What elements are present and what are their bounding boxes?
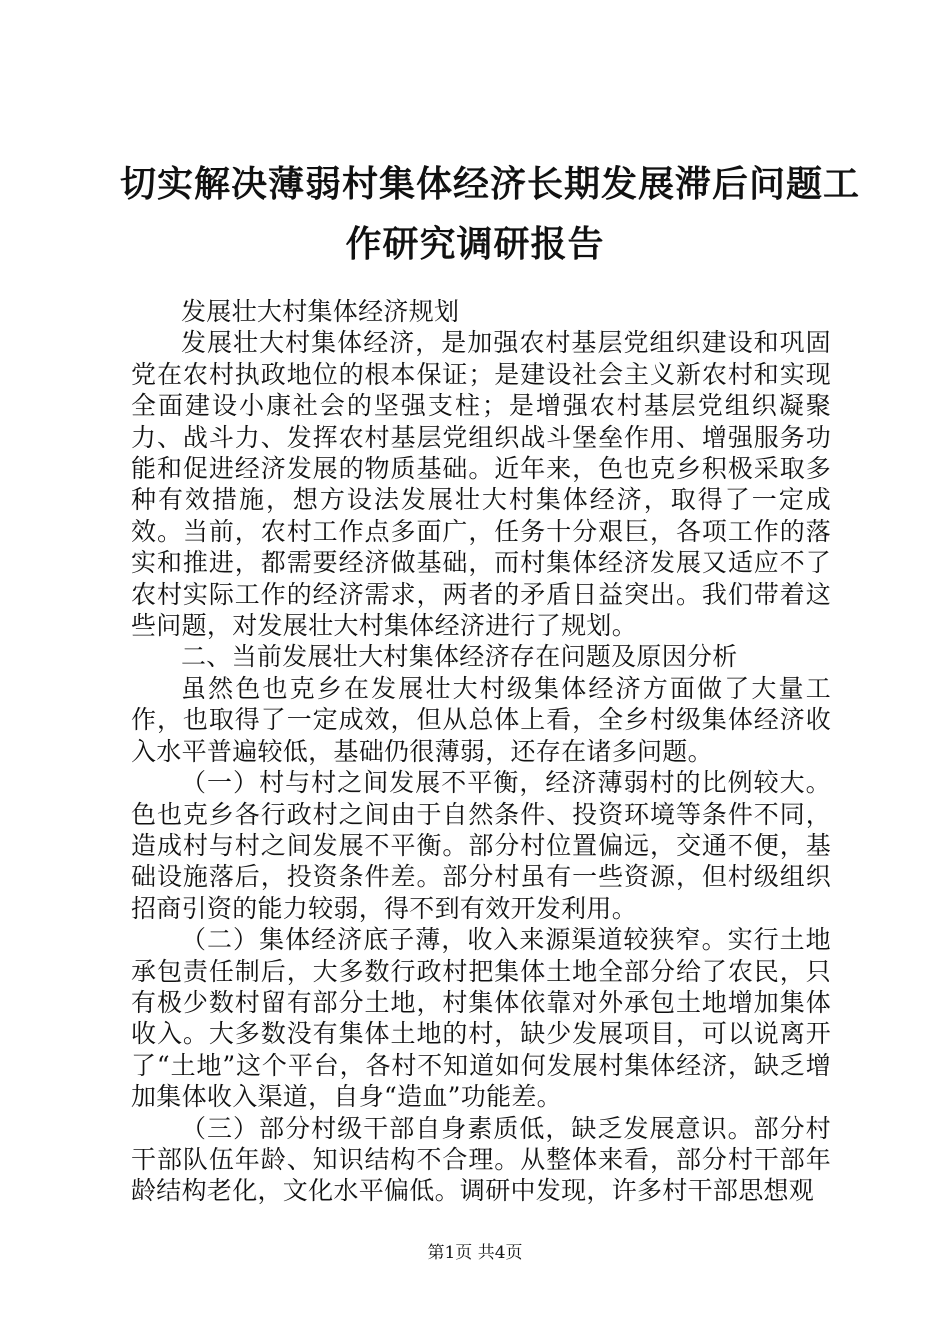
paragraph-overview: 虽然色也克乡在发展壮大村级集体经济方面做了大量工作，也取得了一定成效，但从总体上看，全乡村级集体经济收入水平普遍较低，基础仍很薄弱，还存在诸多问题。 bbox=[131, 673, 831, 766]
page-footer: 第1页 共4页 bbox=[427, 1243, 523, 1263]
paragraph-intro: 发展壮大村集体经济，是加强农村基层党组织建设和巩固党在农村执政地位的根本保证；是建设社会主义新农村和实现全面建设小康社会的坚强支柱；是增强农村基层党组织凝聚力、战斗力、发挥农村基层党组织战斗堡垒作用、增强服务功能和促进经济发展的物质基础。近年来，色也克乡积极采取多种有效措施，想方设法发展壮大村集体经济，取得了一定成效。当前，农村工作点多面广，任务十分艰巨，各项工作的落实和推进，都需要经济做基础，而村集体经济发展又适应不了农村实际工作的经济需求，两者的矛盾日益突出。我们带着这些问题，对发展壮大村集体经济进行了规划。 bbox=[131, 328, 831, 641]
section-heading-2: 二、当前发展壮大村集体经济存在问题及原因分析 bbox=[181, 642, 738, 672]
document-subtitle: 发展壮大村集体经济规划 bbox=[181, 297, 460, 326]
paragraph-issue-1: （一）村与村之间发展不平衡，经济薄弱村的比例较大。色也克乡各行政村之间由于自然条件、投资环境等条件不同，造成村与村之间发展不平衡。部分村位置偏远，交通不便，基础设施落后，投资条件差。部分村虽有一些资源，但村级组织招商引资的能力较弱，得不到有效开发利用。 bbox=[131, 768, 831, 923]
document-title-line-1: 切实解决薄弱村集体经济长期发展滞后问题工 bbox=[120, 163, 861, 205]
paragraph-issue-3: （三）部分村级干部自身素质低，缺乏发展意识。部分村干部队伍年龄、知识结构不合理。从整体来看，部分村干部年龄结构老化，文化水平偏低。调研中发现，许多村干部思想观 bbox=[131, 1113, 831, 1206]
document-body bbox=[131, 296, 831, 1207]
document-title-line-2: 作研究调研报告 bbox=[345, 223, 605, 265]
paragraph-issue-2: （二）集体经济底子薄，收入来源渠道较狭窄。实行土地承包责任制后，大多数行政村把集体土地全部分给了农民，只有极少数村留有部分土地，村集体依靠对外承包土地增加集体收入。大多数没有集体土地的村，缺少发展项目，可以说离开了“土地”这个平台，各村不知道如何发展村集体经济，缺乏增加集体收入渠道，自身“造血”功能差。 bbox=[131, 925, 831, 1112]
